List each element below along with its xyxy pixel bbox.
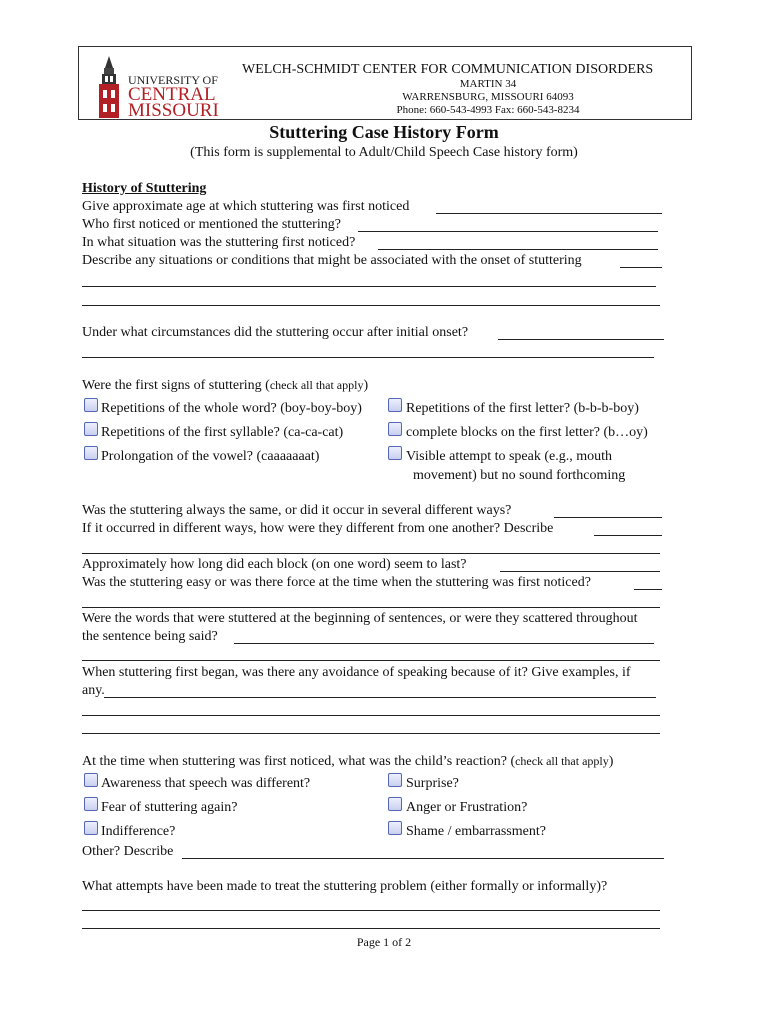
- address-line-2: WARRENSBURG, MISSOURI 64093: [402, 91, 574, 103]
- q-conditions-answer-line-3[interactable]: [82, 305, 660, 306]
- center-name: WELCH-SCHMIDT CENTER FOR COMMUNICATION DISORDERS: [242, 62, 654, 77]
- q-avoid-label-2: any.: [82, 683, 105, 698]
- q-who-answer-line[interactable]: [358, 231, 658, 232]
- q-different-answer-line[interactable]: [594, 535, 662, 536]
- checkbox-blocks[interactable]: [388, 422, 402, 436]
- q-words-answer-line-2[interactable]: [82, 660, 660, 661]
- section-heading: History of Stuttering: [82, 181, 207, 196]
- logo-text-central: CENTRAL: [128, 84, 216, 105]
- q-age-answer-line[interactable]: [436, 213, 662, 214]
- q-first-signs-label: [82, 377, 368, 394]
- check-all-note: check all that apply: [269, 378, 364, 392]
- label-visible-attempt-2: movement) but no sound forthcoming: [413, 468, 626, 483]
- q-attempts-label: What attempts have been made to treat the stuttering problem (either formally or informally)?: [82, 879, 608, 894]
- logo-text-university: UNIVERSITY OF: [128, 73, 218, 87]
- q-circumstances-answer-line[interactable]: [498, 339, 664, 340]
- q-words-label-2: the sentence being said?: [82, 629, 218, 644]
- checkbox-whole-word[interactable]: [84, 398, 98, 412]
- q-other-answer-line[interactable]: [182, 858, 664, 859]
- q-other-label: Other? Describe: [82, 844, 174, 859]
- label-visible-attempt-1: Visible attempt to speak (e.g., mouth: [406, 449, 613, 464]
- checkbox-surprise[interactable]: [388, 773, 402, 787]
- address-line-1: MARTIN 34: [459, 78, 517, 90]
- label-indifference: Indifference?: [101, 824, 176, 839]
- q-who-label: Who first noticed or mentioned the stuttering?: [82, 217, 341, 232]
- q-situation-answer-line[interactable]: [378, 249, 658, 250]
- q-circumstances-label: Under what circumstances did the stuttering occur after initial onset?: [82, 325, 469, 340]
- page-number: Page 1 of 2: [356, 935, 412, 949]
- close-paren: ): [363, 378, 369, 393]
- q-situation-label: In what situation was the stuttering first noticed?: [82, 235, 356, 250]
- q-age-label: Give approximate age at which stuttering was first noticed: [82, 199, 410, 214]
- form-title: Stuttering Case History Form: [269, 122, 499, 142]
- checkbox-shame[interactable]: [388, 821, 402, 835]
- q-avoid-label-1: When stuttering first began, was there any avoidance of speaking because of it? Give examples, if: [82, 665, 631, 680]
- q-easy-force-label: Was the stuttering easy or was there force at the time when the stuttering was first noticed?: [82, 575, 591, 590]
- q-avoid-answer-line-3[interactable]: [82, 733, 660, 734]
- close-paren-2: ): [608, 754, 614, 769]
- q-words-answer-line[interactable]: [234, 643, 654, 644]
- label-fear: Fear of stuttering again?: [101, 800, 238, 815]
- logo-text-missouri: MISSOURI: [128, 100, 219, 121]
- checkbox-visible-attempt[interactable]: [388, 446, 402, 460]
- q-same-ways-answer-line[interactable]: [554, 517, 662, 518]
- q-words-label-1: Were the words that were stuttered at the beginning of sentences, or were they scattered throughout: [82, 611, 638, 626]
- checkbox-prolongation[interactable]: [84, 446, 98, 460]
- q-easy-force-answer-line-2[interactable]: [82, 607, 660, 608]
- q-circumstances-answer-line-2[interactable]: [82, 357, 654, 358]
- q-different-answer-line-2[interactable]: [82, 553, 660, 554]
- q-avoid-answer-line-2[interactable]: [82, 715, 660, 716]
- check-all-note-2: check all that apply: [515, 754, 609, 768]
- q-conditions-answer-line[interactable]: [620, 267, 662, 268]
- q-conditions-label: Describe any situations or conditions that might be associated with the onset of stuttering: [82, 253, 582, 268]
- label-anger: Anger or Frustration?: [406, 800, 528, 815]
- label-first-letter: Repetitions of the first letter? (b-b-b-boy): [406, 401, 639, 416]
- q-first-signs-text: Were the first signs of stuttering (: [82, 378, 270, 393]
- checkbox-fear[interactable]: [84, 797, 98, 811]
- q-attempts-answer-line-2[interactable]: [82, 928, 660, 929]
- q-same-ways-label: Was the stuttering always the same, or did it occur in several different ways?: [82, 503, 512, 518]
- q-reaction-text: At the time when stuttering was first noticed, what was the child’s reaction? (: [82, 754, 516, 769]
- q-block-length-answer-line[interactable]: [500, 571, 660, 572]
- checkbox-indifference[interactable]: [84, 821, 98, 835]
- q-block-length-label: Approximately how long did each block (on one word) seem to last?: [82, 557, 467, 572]
- checkbox-first-syllable[interactable]: [84, 422, 98, 436]
- label-first-syllable: Repetitions of the first syllable? (ca-ca-cat): [101, 425, 344, 440]
- label-prolongation: Prolongation of the vowel? (caaaaaaat): [101, 449, 320, 464]
- checkbox-anger[interactable]: [388, 797, 402, 811]
- q-avoid-answer-line[interactable]: [104, 697, 656, 698]
- q-easy-force-answer-line[interactable]: [634, 589, 662, 590]
- contact-line: Phone: 660-543-4993 Fax: 660-543-8234: [396, 104, 580, 116]
- label-blocks: complete blocks on the first letter? (b…oy): [406, 425, 648, 440]
- q-conditions-answer-line-2[interactable]: [82, 286, 656, 287]
- label-surprise: Surprise?: [406, 776, 459, 791]
- q-reaction-label: [82, 753, 613, 770]
- label-awareness: Awareness that speech was different?: [101, 776, 311, 791]
- checkbox-first-letter[interactable]: [388, 398, 402, 412]
- label-whole-word: Repetitions of the whole word? (boy-boy-boy): [101, 401, 362, 416]
- label-shame: Shame / embarrassment?: [406, 824, 546, 839]
- q-different-label: If it occurred in different ways, how were they different from one another? Describe: [82, 521, 554, 536]
- form-subtitle: (This form is supplemental to Adult/Child Speech Case history form): [190, 145, 578, 160]
- q-attempts-answer-line[interactable]: [82, 910, 660, 911]
- checkbox-awareness[interactable]: [84, 773, 98, 787]
